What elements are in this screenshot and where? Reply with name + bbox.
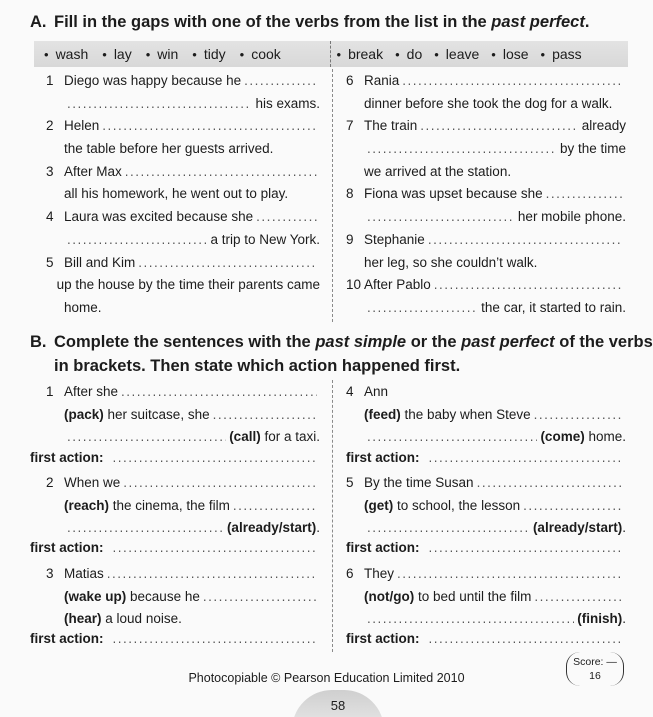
answer-gap[interactable] [67,517,224,540]
exercise-b1: 1 After she ..... (pack) her suitcase, she ..... ..... (call) for a taxi. [46,381,320,449]
verb-word: • tidy [192,46,225,62]
answer-gap[interactable] [203,586,317,609]
exercise-b5: 5 By the time Susan ..... (get) to school, the lesson ..... ..... (already/start) . [346,472,626,540]
verb-word: • lay [102,46,131,62]
answer-gap[interactable] [534,404,623,427]
verb-word: • pass [541,46,582,62]
section-b-title-line2: in brackets. Then state which action happened first. [54,357,461,375]
exercise-item: 4 Laura was excited because she ..... [46,206,320,229]
answer-gap[interactable] [420,115,578,138]
first-action-gap[interactable] [429,540,621,555]
answer-gap[interactable] [434,274,623,297]
score-label: Score: [573,656,604,668]
first-action-row: first action: ..... [346,540,624,560]
answer-gap[interactable] [367,297,478,320]
exercise-item: 3 After Max ..... [46,161,320,184]
copyright-footer: Photocopiable © Pearson Education Limited 2010 [188,671,465,685]
section-b-title: B. Complete the sentences with the past simple or the past perfect of the verbs [30,330,653,354]
answer-gap[interactable] [397,563,623,586]
exercise-b6: 6 They ..... (not/go) to bed until the film ..... ..... (finish) . [346,563,626,631]
exercise-item: 8 Fiona was upset because she ..... [346,183,626,206]
answer-gap[interactable] [67,93,252,116]
verb-word: • cook [240,46,281,62]
answer-gap[interactable] [477,472,623,495]
answer-gap[interactable] [125,161,317,184]
first-action-gap[interactable] [429,450,621,465]
verb-word: • wash [44,46,88,62]
exercise-item: 1 Diego was happy because he ..... [46,70,320,93]
answer-gap[interactable] [402,70,623,93]
exercise-item: 5 Bill and Kim ..... [46,252,320,275]
answer-gap[interactable] [546,183,623,206]
score-total: 16 [589,670,601,682]
answer-gap[interactable] [121,381,317,404]
answer-gap[interactable] [256,206,317,229]
verb-word: • win [146,46,179,62]
page-number: 58 [330,698,346,713]
first-action-gap[interactable] [113,450,317,465]
exercise-b2: 2 When we ..... (reach) the cinema, the film ..... ..... (already/start) . [46,472,320,540]
exercise-a-left: 1 Diego was happy because he ..... ..... his exams. 2 Helen ..... the table before her guests arrived. 3 After Max ..... all his homework, he went out to play. 4 Laura was excited because she ..... ..... a trip to New York. 5 Bill and Kim ..... up the house by the time their parents came home. [46,70,320,320]
column-divider [332,380,333,652]
answer-gap[interactable] [233,495,317,518]
answer-gap[interactable] [244,70,317,93]
answer-gap[interactable] [213,404,317,427]
answer-gap[interactable] [523,495,623,518]
first-action-gap[interactable] [429,631,621,646]
verb-word: • break [337,46,384,62]
answer-gap[interactable] [102,115,317,138]
answer-gap[interactable] [367,206,515,229]
section-b-letter: B. [30,333,47,351]
answer-gap[interactable] [67,426,226,449]
score-box: Score: — 16 [566,652,624,686]
first-action-row: first action: ..... [346,450,624,470]
answer-gap[interactable] [138,252,317,275]
answer-gap[interactable] [107,563,317,586]
answer-gap[interactable] [123,472,317,495]
exercise-b3: 3 Matias ..... (wake up) because he ..... (hear) a loud noise. [46,563,320,631]
answer-gap[interactable] [367,517,530,540]
exercise-a-right: 6 Rania ..... dinner before she took the dog for a walk. 7 The train ..... already ..... by the time we arrived at the station. 8 Fiona was upset because she ..... ..... her mobile phone. 9 Stephanie ..... her leg, so she couldn’t walk. 10 After Pablo ..... ..... the car, it started to rain. [346,70,626,320]
answer-gap[interactable] [534,586,623,609]
answer-gap[interactable] [428,229,623,252]
verb-word: • lose [491,46,528,62]
verb-word: • do [395,46,422,62]
exercise-item: 10 After Pablo ..... [346,274,626,297]
answer-gap[interactable] [67,229,207,252]
section-a-letter: A. [30,13,47,31]
section-a-title: A. Fill in the gaps with one of the verbs from the list in the past perfect. [30,10,589,34]
first-action-row: first action: ..... [30,450,320,470]
answer-gap[interactable] [367,608,574,631]
exercise-b4: 4 Ann (feed) the baby when Steve ..... ..... (come) home. [346,381,626,449]
exercise-item: 6 Rania ..... [346,70,626,93]
first-action-row: first action: ..... [30,540,320,560]
verb-list-box [34,41,628,67]
first-action-row: first action: ..... [346,631,624,651]
answer-gap[interactable] [367,426,537,449]
first-action-gap[interactable] [113,540,317,555]
exercise-item: 7 The train ..... already [346,115,626,138]
first-action-gap[interactable] [113,631,317,646]
verb-word: • leave [434,46,479,62]
column-divider [332,69,333,322]
exercise-item: 9 Stephanie ..... [346,229,626,252]
first-action-row: first action: ..... [30,631,320,651]
exercise-item: 2 Helen ..... [46,115,320,138]
answer-gap[interactable] [367,138,557,161]
